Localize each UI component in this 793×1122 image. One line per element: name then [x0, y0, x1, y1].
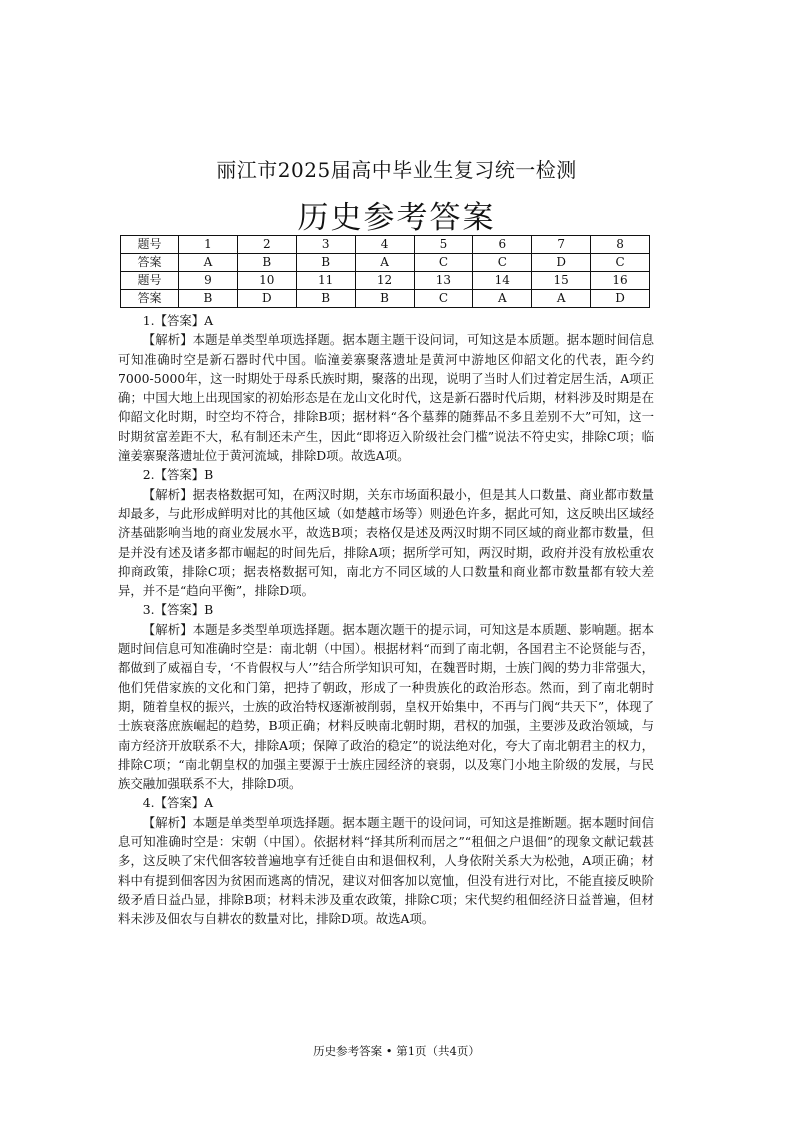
question-number-cell: 16: [591, 272, 650, 290]
question-number-cell: 13: [414, 272, 473, 290]
answer-cell: B: [237, 254, 296, 272]
answer-table-row: [121, 290, 650, 308]
question-number-cell: 8: [591, 236, 650, 254]
question-number-cell: 5: [414, 236, 473, 254]
question-number-cell: 1: [179, 236, 238, 254]
answer-label: 3.【答案】B: [142, 602, 214, 618]
answer-table-row: [121, 254, 650, 272]
answer-cell: D: [237, 290, 296, 308]
answer-cell: B: [296, 290, 355, 308]
answer-cell: B: [179, 290, 238, 308]
question-number-cell: 12: [355, 272, 414, 290]
answer-cell: D: [532, 254, 591, 272]
answer-table-row: [121, 272, 650, 290]
answer-cell: B: [296, 254, 355, 272]
page-footer: 历史参考答案 • 第1页（共4页）: [313, 1044, 480, 1058]
explanation-text: 【解析】本题是单类型单项选择题。据本题主题干设问词，可知这是本质题。据本题时间信息可知准确时空是新石器时代中国。临潼姜寨聚落遗址是黄河中游地区仰韶文化的代表，距今约7000-5000年，这一时期处于母系氏族时期，聚落的出现，说明了当时人们过着定居生活，A项正确；中国大地上出现国家的初始形态是在龙山文化时代，这是新石器时代后期，材料涉及时期是在仰韶文化时期，时空均不符合，排除B项；据材料“各个墓葬的随葬品不多且差别不大”可知，这一时期贫富差距不大，私有制还未产生，因此“即将迈入阶级社会门槛”说法不符史实，排除C项；临潼姜寨聚落遗址位于黄河流域，排除D项。故选A项。: [118, 332, 654, 464]
question-number-cell: 14: [473, 272, 532, 290]
question-number-cell: 4: [355, 236, 414, 254]
answer-label: 1.【答案】A: [142, 313, 214, 328]
row-label: 答案: [121, 254, 179, 272]
exam-title: 丽江市2025届高中毕业生复习统一检测: [216, 158, 577, 182]
question-number-cell: 15: [532, 272, 591, 290]
explanation-text: 【解析】本题是单类型单项选择题。据本题主题干的设问词，可知这是推断题。据本题时间信息可知准确时空是：宋朝（中国）。依据材料“择其所利而居之”“租佃之户退佃”的现象文献记载甚多，这反映了宋代佃客较普遍地享有迁徙自由和退佃权利，人身依附关系大为松弛，A项正确；材料中有提到佃客因为贫困而逃离的情况，建议对佃客加以宽恤，但没有进行对比，不能直接反映阶级矛盾日益凸显，排除B项；材料未涉及重农政策，排除C项；宋代契约租佃经济日益普遍，但材料未涉及佃农与自耕农的数量对比，排除D项。故选A项。: [118, 814, 654, 927]
answer-cell: C: [414, 290, 473, 308]
answer-label: 4.【答案】A: [142, 795, 214, 811]
question-number-cell: 3: [296, 236, 355, 254]
answer-cell: A: [532, 290, 591, 308]
answer-cell: A: [473, 290, 532, 308]
answer-cell: C: [473, 254, 532, 272]
question-number-cell: 9: [179, 272, 238, 290]
question-block: [118, 600, 654, 793]
explanation-text: 【解析】据表格数据可知，在两汉时期，关东市场面积最小，但是其人口数量、商业都市数量却最多，与此形成鲜明对比的其他区域（如楚越市场等）则逊色许多，据此可知，这反映出区域经济基础影响当地的商业发展水平，故选B项；表格仅是述及两汉时期不同区域的商业都市数量，但是并没有述及诸多都市崛起的时间先后，排除A项；据所学可知，两汉时期，政府并没有放松重农抑商政策，排除C项；据表格数据可知，南北方不同区域的人口数量和商业都市数量都有较大差异，并不是“趋向平衡”，排除D项。: [118, 486, 654, 599]
answer-key-title: 历史参考答案: [297, 200, 496, 236]
question-number-cell: 7: [532, 236, 591, 254]
question-number-cell: 2: [237, 236, 296, 254]
question-block: [118, 311, 654, 465]
explanations: [118, 311, 654, 929]
answer-cell: B: [355, 290, 414, 308]
answer-label: 2.【答案】B: [142, 467, 214, 483]
row-label: 答案: [121, 290, 179, 308]
question-block: [118, 793, 654, 928]
answer-cell: A: [179, 254, 238, 272]
explanation-text: 【解析】本题是多类型单项选择题。据本题次题干的提示词，可知这是本质题、影响题。据本题时间信息可知准确时空是：南北朝（中国）。根据材料“而到了南北朝，各国君主不论贤能与否，都做到了威福自专，‘不肯假权与人’”结合所学知识可知，在魏晋时期，士族门阀的势力非常强大，他们凭借家族的文化和门第，把持了朝政，形成了一种贵族化的政治形态。然而，到了南北朝时期，随着皇权的振兴，士族的政治特权逐渐被削弱，皇权开始集中，不再与门阀“共天下”，体现了士族衰落庶族崛起的趋势，B项正确；材料反映南北朝时期，君权的加强，主要涉及政治领域，与南方经济开放联系不大，排除A项；保障了政治的稳定”的说法绝对化，夸大了南北朝君主的权力，排除C项；“南北朝皇权的加强主要源于士族庄园经济的衰弱，以及寒门小地主阶级的发展，与民族交融加强联系不大，排除D项。: [118, 621, 654, 792]
answer-cell: C: [414, 254, 473, 272]
row-label: 题号: [121, 236, 179, 254]
question-number-cell: 6: [473, 236, 532, 254]
answer-cell: A: [355, 254, 414, 272]
row-label: 题号: [121, 272, 179, 290]
answer-cell: C: [591, 254, 650, 272]
answer-cell: D: [591, 290, 650, 308]
question-number-cell: 10: [237, 272, 296, 290]
question-block: [118, 465, 654, 600]
answer-table: [120, 235, 650, 308]
question-number-cell: 11: [296, 272, 355, 290]
answer-table-row: [121, 236, 650, 254]
